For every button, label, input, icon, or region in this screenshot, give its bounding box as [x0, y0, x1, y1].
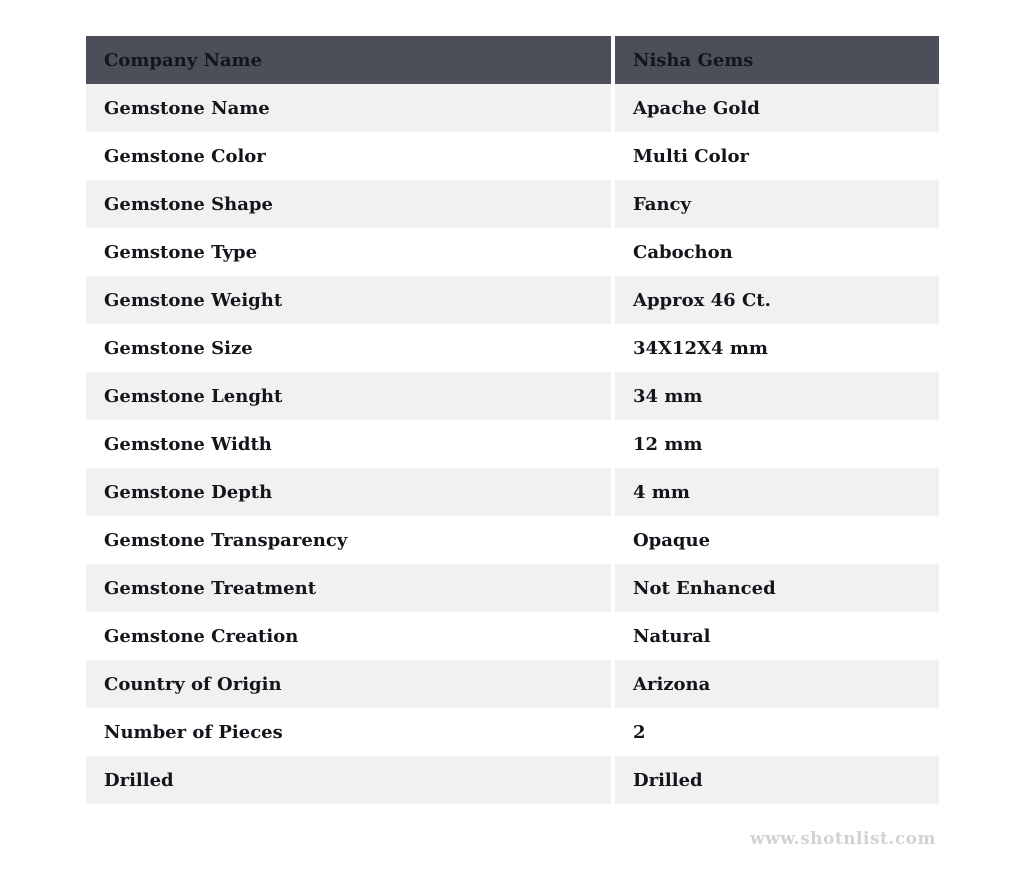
row-value-cell: Opaque [615, 516, 939, 564]
row-value-cell: Multi Color [615, 132, 939, 180]
row-value-cell: 34 mm [615, 372, 939, 420]
table-body [86, 84, 939, 804]
row-value-cell: Not Enhanced [615, 564, 939, 612]
row-value-cell: Approx 46 Ct. [615, 276, 939, 324]
row-value-cell: Fancy [615, 180, 939, 228]
row-label-cell: Gemstone Transparency [86, 516, 611, 564]
row-label-cell: Gemstone Lenght [86, 372, 611, 420]
row-value-cell: Natural [615, 612, 939, 660]
row-value-cell: Drilled [615, 756, 939, 804]
table-row [86, 708, 939, 756]
watermark-text: www.shotnlist.com [749, 829, 936, 849]
row-label-cell: Gemstone Weight [86, 276, 611, 324]
table-row [86, 660, 939, 708]
row-label-cell: Country of Origin [86, 660, 611, 708]
row-value-cell: 2 [615, 708, 939, 756]
row-value-cell: 12 mm [615, 420, 939, 468]
table-row [86, 276, 939, 324]
header-company-label: Company Name [86, 36, 611, 84]
table-row [86, 564, 939, 612]
table-row [86, 132, 939, 180]
row-label-cell: Number of Pieces [86, 708, 611, 756]
row-value-cell: Arizona [615, 660, 939, 708]
table-row [86, 756, 939, 804]
table-row [86, 180, 939, 228]
row-label-cell: Gemstone Treatment [86, 564, 611, 612]
row-label-cell: Gemstone Depth [86, 468, 611, 516]
table-header-row [86, 36, 939, 84]
row-label-cell: Gemstone Width [86, 420, 611, 468]
table-row [86, 84, 939, 132]
row-label-cell: Gemstone Name [86, 84, 611, 132]
row-label-cell: Gemstone Type [86, 228, 611, 276]
table-row [86, 468, 939, 516]
header-company-value: Nisha Gems [615, 36, 939, 84]
row-value-cell: 34X12X4 mm [615, 324, 939, 372]
row-label-cell: Gemstone Color [86, 132, 611, 180]
row-label-cell: Drilled [86, 756, 611, 804]
row-label-cell: Gemstone Shape [86, 180, 611, 228]
row-label-cell: Gemstone Creation [86, 612, 611, 660]
table-row [86, 228, 939, 276]
row-value-cell: Cabochon [615, 228, 939, 276]
gemstone-spec-table [86, 36, 939, 804]
table-row [86, 372, 939, 420]
table-row [86, 324, 939, 372]
table-row [86, 516, 939, 564]
row-label-cell: Gemstone Size [86, 324, 611, 372]
row-value-cell: 4 mm [615, 468, 939, 516]
table-row [86, 420, 939, 468]
row-value-cell: Apache Gold [615, 84, 939, 132]
table-row [86, 612, 939, 660]
